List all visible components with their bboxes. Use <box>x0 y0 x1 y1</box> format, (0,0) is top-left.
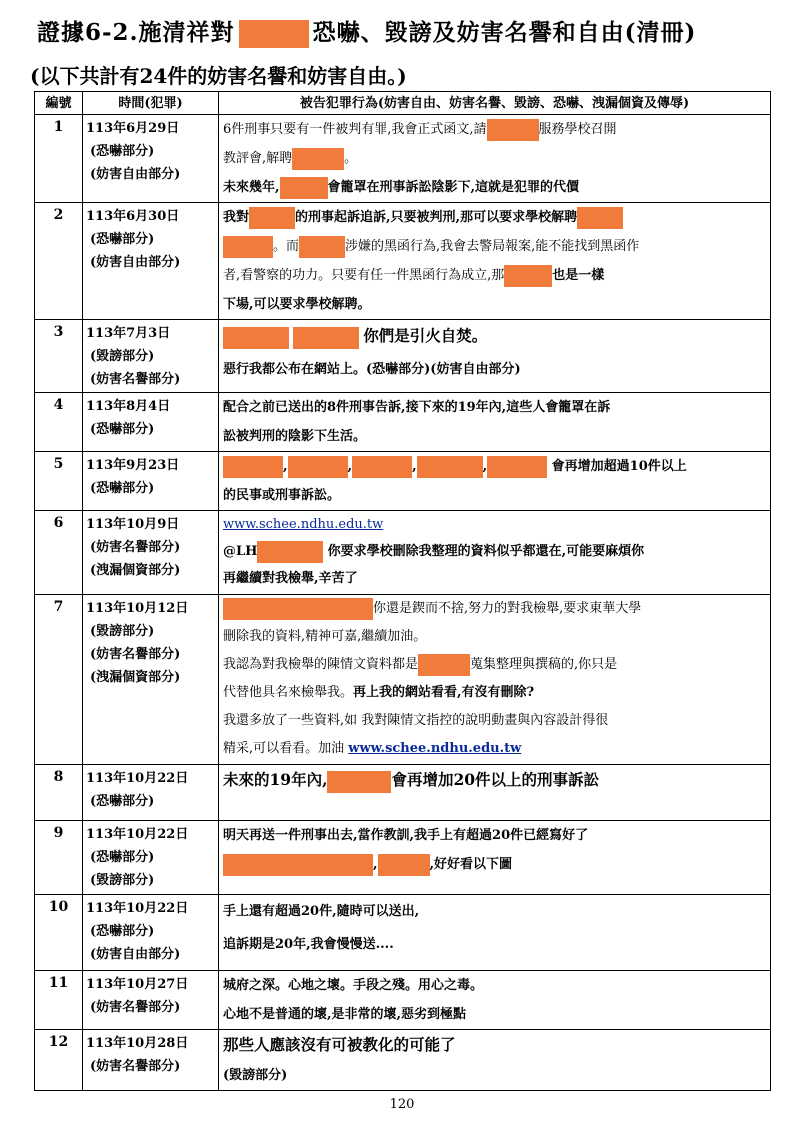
row-number: 6 <box>35 511 83 595</box>
row-date: 113年10月22日 <box>86 901 189 916</box>
redaction-block <box>257 541 323 563</box>
act-text: 手上還有超過20件,隨時可以送出, <box>223 904 420 919</box>
redaction-block <box>378 854 430 876</box>
redaction-block <box>280 177 328 199</box>
row-act <box>219 595 771 765</box>
row-tag: (洩漏個資部分) <box>90 670 181 685</box>
row-tag: (妨害自由部分) <box>90 947 181 962</box>
act-text: 城府之深。心地之壞。手段之殘。用心之毒。 <box>223 978 484 993</box>
row-time <box>83 895 219 971</box>
act-text: 者,看警察的功力。只要有任一件黑函行為成立,那 <box>223 268 505 283</box>
row-act <box>219 895 771 971</box>
redaction-block <box>293 327 359 349</box>
act-text: 你還是鍥而不捨,努力的對我檢舉,要求東華大學 <box>373 601 642 616</box>
act-text: 那些人應該沒有可被教化的可能了 <box>223 1035 456 1054</box>
row-tag: (恐嚇部分) <box>90 422 155 437</box>
row-number: 5 <box>35 452 83 511</box>
row-time <box>83 115 219 203</box>
row-tag: (妨害名譽部分) <box>90 1000 181 1015</box>
row-tag: (毀謗部分) <box>90 624 155 639</box>
row-number: 2 <box>35 203 83 320</box>
table-row <box>35 971 771 1030</box>
act-text: 未來的19年內, <box>223 770 328 789</box>
header-act: 被告犯罪行為(妨害自由、妨害名譽、毀謗、恐嚇、洩漏個資及傳辱) <box>219 92 771 115</box>
redaction-block <box>288 456 348 478</box>
table-header-row <box>35 92 771 115</box>
header-time: 時間(犯罪) <box>83 92 219 115</box>
redaction-block <box>577 207 623 229</box>
row-number: 11 <box>35 971 83 1030</box>
incident-table <box>34 91 771 1091</box>
act-text: 你們是引火自焚。 <box>363 326 488 345</box>
title-text: 證據6-2.施清祥對 <box>37 19 235 46</box>
row-tag: (妨害名譽部分) <box>90 372 181 387</box>
row-act <box>219 320 771 393</box>
row-time <box>83 393 219 452</box>
row-date: 113年10月22日 <box>86 771 189 786</box>
table-row <box>35 320 771 393</box>
row-act <box>219 765 771 821</box>
act-text: 也是一樣 <box>552 268 605 283</box>
act-text: 訟被判刑的陰影下生活。 <box>223 429 367 444</box>
row-date: 113年6月29日 <box>86 121 180 136</box>
document-subtitle: (以下共計有24件的妨害名譽和妨害自由。) <box>30 64 407 88</box>
table-row <box>35 895 771 971</box>
website-link[interactable]: www.schee.ndhu.edu.tw <box>223 517 384 532</box>
row-date: 113年9月23日 <box>86 458 180 473</box>
row-date: 113年10月22日 <box>86 827 189 842</box>
act-text: 6件刑事只要有一件被判有罪,我會正式函文,請 <box>223 122 487 137</box>
act-text: 刪除我的資料,精神可嘉,繼續加油。 <box>223 629 427 644</box>
act-text: 的民事或刑事訴訟。 <box>223 488 341 503</box>
row-time <box>83 320 219 393</box>
act-text: 未來幾年, <box>223 180 280 195</box>
row-tag: (恐嚇部分) <box>90 850 155 865</box>
act-text: 的刑事起訴追訴,只要被判刑,那可以要求學校解聘 <box>295 210 578 225</box>
act-text: 。而 <box>273 239 300 254</box>
row-act <box>219 203 771 320</box>
row-tag: (妨害自由部分) <box>90 255 181 270</box>
row-number: 12 <box>35 1030 83 1091</box>
row-number: 7 <box>35 595 83 765</box>
act-text: ,好好看以下圖 <box>429 857 513 872</box>
row-tag: (妨害名譽部分) <box>90 647 181 662</box>
table-row <box>35 595 771 765</box>
act-text: 明天再送一件刑事出去,當作教訓,我手上有超過20件已經寫好了 <box>223 828 589 843</box>
table-row <box>35 765 771 821</box>
act-text: 我認為對我檢舉的陳情文資料都是 <box>223 657 419 672</box>
row-act <box>219 115 771 203</box>
row-tag: (恐嚇部分) <box>90 481 155 496</box>
row-number: 1 <box>35 115 83 203</box>
table-row <box>35 821 771 895</box>
act-text: 再繼續對我檢舉,辛苦了 <box>223 571 358 586</box>
redaction-block <box>249 207 295 229</box>
row-time <box>83 203 219 320</box>
row-time <box>83 1030 219 1091</box>
act-text: 再上我的網站看看,有沒有刪除? <box>353 685 535 700</box>
row-tag: (妨害名譽部分) <box>90 540 181 555</box>
row-time <box>83 452 219 511</box>
row-tag: (恐嚇部分) <box>90 232 155 247</box>
act-text: 。 <box>344 151 358 166</box>
row-act <box>219 971 771 1030</box>
table-row <box>35 511 771 595</box>
redaction-block <box>327 771 391 793</box>
act-text: 教評會,解聘 <box>223 151 293 166</box>
page-number: 120 <box>389 1097 415 1112</box>
row-time <box>83 765 219 821</box>
redaction-block <box>504 265 552 287</box>
redaction-block <box>223 327 289 349</box>
redaction-block <box>223 236 273 258</box>
act-text: 下場,可以要求學校解聘。 <box>223 297 371 312</box>
redaction-block <box>417 456 483 478</box>
document-title <box>37 14 696 48</box>
row-tag: (毀謗部分) <box>90 873 155 888</box>
row-act <box>219 393 771 452</box>
row-date: 113年6月30日 <box>86 209 180 224</box>
table-row <box>35 452 771 511</box>
row-number: 3 <box>35 320 83 393</box>
act-text: 代替他具名來檢舉我。 <box>223 685 354 700</box>
redaction-block <box>487 456 547 478</box>
row-time <box>83 511 219 595</box>
redaction-block <box>299 236 345 258</box>
redaction-block <box>487 119 539 141</box>
header-number: 編號 <box>35 92 83 115</box>
act-text: @LH <box>223 544 258 559</box>
row-date: 113年10月28日 <box>86 1036 189 1051</box>
act-text: 會再增加20件以上的刑事訴訟 <box>391 770 600 789</box>
act-text: 蒐集整理與撰稿的,你只是 <box>470 657 618 672</box>
row-act <box>219 821 771 895</box>
redaction-block <box>223 456 283 478</box>
row-time <box>83 971 219 1030</box>
website-link[interactable]: www.schee.ndhu.edu.tw <box>348 741 522 756</box>
act-text: 服務學校召開 <box>538 122 617 137</box>
row-tag: (恐嚇部分) <box>90 144 155 159</box>
act-text: , <box>373 857 378 872</box>
act-text: 配合之前已送出的8件刑事告訴,接下來的19年內,這些人會籠罩在訴 <box>223 400 611 415</box>
act-text: 精采,可以看看。加油 <box>223 741 345 756</box>
act-text: 會再增加超過10件以上 <box>551 459 687 474</box>
act-text: 會籠罩在刑事訴訟陰影下,這就是犯罪的代價 <box>327 180 580 195</box>
row-number: 10 <box>35 895 83 971</box>
act-text: 我對 <box>223 210 250 225</box>
table-row <box>35 115 771 203</box>
row-tag: (妨害自由部分) <box>90 167 181 182</box>
row-tag: (妨害名譽部分) <box>90 1059 181 1074</box>
act-text: 心地不是普通的壞,是非常的壞,惡劣到極點 <box>223 1007 467 1022</box>
table-row <box>35 1030 771 1091</box>
row-date: 113年10月27日 <box>86 977 189 992</box>
table-row <box>35 203 771 320</box>
row-time <box>83 595 219 765</box>
redaction-block <box>223 598 373 620</box>
redaction-block <box>352 456 412 478</box>
row-date: 113年10月12日 <box>86 601 189 616</box>
row-tag: (恐嚇部分) <box>90 924 155 939</box>
act-text: 我還多放了一些資料,如 我對陳情文指控的說明動畫與內容設計得很 <box>223 713 609 728</box>
row-number: 4 <box>35 393 83 452</box>
row-number: 9 <box>35 821 83 895</box>
redaction-block <box>292 148 344 170</box>
table-row <box>35 393 771 452</box>
row-tag: (恐嚇部分) <box>90 794 155 809</box>
redaction-block <box>418 654 470 676</box>
row-date: 113年8月4日 <box>86 399 171 414</box>
act-text: 追訴期是20年,我會慢慢送.... <box>223 937 394 952</box>
row-tag: (洩漏個資部分) <box>90 563 181 578</box>
row-act <box>219 1030 771 1091</box>
act-text: 涉嫌的黑函行為,我會去警局報案,能不能找到黑函作 <box>345 239 640 254</box>
act-text: (毀謗部分) <box>223 1068 288 1083</box>
act-text: 你要求學校刪除我整理的資料似乎都還在,可能要麻煩你 <box>327 544 645 559</box>
row-time <box>83 821 219 895</box>
row-date: 113年7月3日 <box>86 326 171 341</box>
row-act: , , , , 會再增加超過10件以上 的民事或刑事訴訟。 <box>219 452 771 511</box>
row-number: 8 <box>35 765 83 821</box>
redaction-block <box>223 854 373 876</box>
row-act <box>219 511 771 595</box>
row-date: 113年10月9日 <box>86 517 180 532</box>
act-text: 惡行我都公布在網站上。(恐嚇部分)(妨害自由部分) <box>223 362 521 377</box>
redaction-block <box>239 20 309 48</box>
row-tag: (毀謗部分) <box>90 349 155 364</box>
title-suffix: 恐嚇、毀謗及妨害名譽和自由(清冊) <box>312 19 697 46</box>
